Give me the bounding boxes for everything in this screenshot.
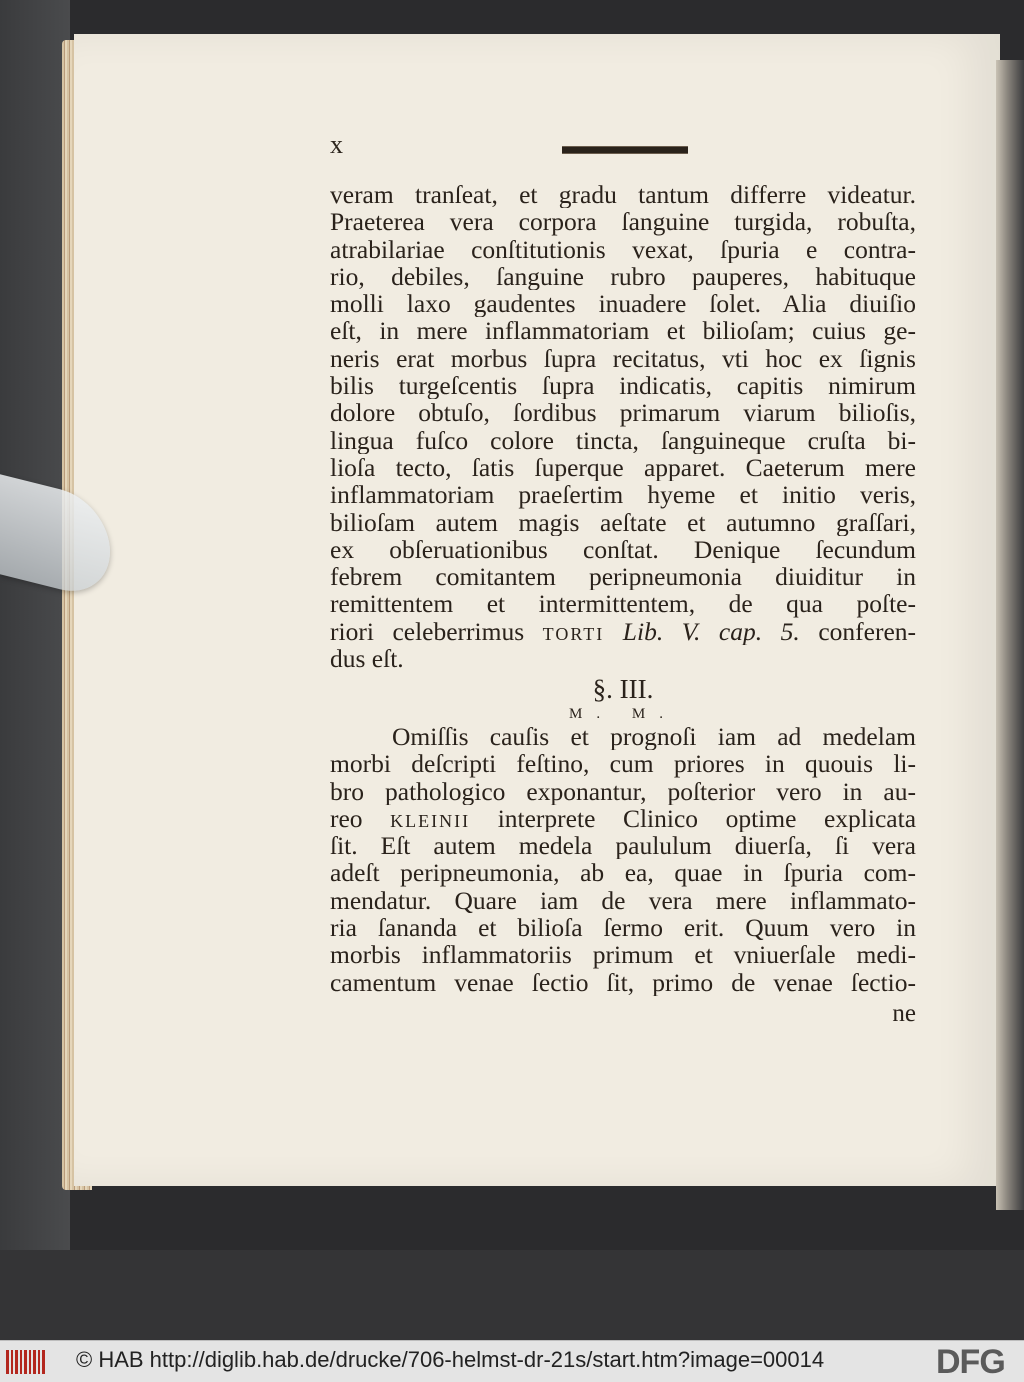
text-line: molli laxo gaudentes inuadere ſolet. Alia diuiſio [330,290,916,318]
text-line: lingua fuſco colore tincta, ſanguineque cruſta bi- [330,426,916,454]
text-fragment: reo [330,804,391,833]
viewer-footer [0,1340,1024,1382]
catchword: ne [892,1000,916,1027]
text-line-torti [330,618,916,645]
text-line: Praeterea vera corpora ſanguine turgida, robuſta, [330,208,916,236]
text-line: eſt, in mere inflammatoriam et bilioſam; cuius ge- [330,317,916,345]
text-fragment: interprete Clinico optime explicata [470,804,916,833]
text-line: inflammatoriam praeſertim hyeme et initio veris, [330,481,916,509]
text-line: mendatur. Quare iam de vera mere inflammato- [330,886,916,915]
text-fragment: conferen- [799,617,916,646]
background-bottom [0,1250,1024,1340]
text-line: veram tranſeat, et gradu tantum differre videatur. [330,181,916,209]
text-line: neris erat morbus ſupra recitatus, vti hoc ex ſignis [330,344,916,373]
text-line: morbi deſcripti feſtino, cum priores in quouis li- [330,750,916,778]
text-line: rio, debiles, ſanguine rubro pauperes, habituque [330,262,916,291]
paragraph-1 [330,181,916,672]
author-name-kleinii: KLEINII [390,810,471,831]
header-rule [562,146,688,154]
hab-barcode-icon [6,1350,46,1374]
text-line: lioſa tecto, ſatis ſuperque apparet. Caeterum mere [330,453,916,482]
page-gutter [996,60,1024,1210]
text-line: ſit. Eſt autem medela paululum diuerſa, ſi vera [330,832,916,860]
text-line: febrem comitantem peripneumonia diuiditur in [330,563,916,591]
dfg-logo: DFG [936,1343,1005,1381]
text-line-kleinii [330,805,916,832]
text-line: bilioſam autem magis aeſtate et autumno graſſari, [330,508,916,536]
text-line: ex obſeruationibus conſtat. Denique ſecundum [330,535,916,564]
text-line: adeſt peripneumonia, ab ea, quae in ſpuria com- [330,859,916,887]
background-left [0,0,70,1340]
citation-reference: Lib. V. cap. 5. [604,617,800,646]
text-line: remittentem et intermittentem, de qua poſte- [330,590,916,618]
text-line: Omiſſis cauſis et prognoſi iam ad medelam [392,723,916,751]
section-subheading: M. M. [569,706,677,722]
section-heading: §. III. [592,674,654,704]
source-url-link[interactable]: © HAB http://diglib.hab.de/drucke/706-helmst-dr-21s/start.htm?image=00014 [76,1347,825,1372]
text-line: camentum venae ſectio ſit, primo de venae ſectio- [330,968,916,996]
author-name-torti: TORTI [542,623,605,644]
text-line: atrabilariae conſtitutionis vexat, ſpuria e contra- [330,235,916,263]
text-line: dus eſt. [330,645,404,673]
text-line: ria ſananda et bilioſa ſermo erit. Quum vero in [330,914,916,942]
paragraph-2 [330,723,916,996]
text-line: morbis inflammatoriis primum et vniuerſale medi- [330,941,916,969]
text-line: bilis turgeſcentis ſupra indicatis, capitis nimirum [330,372,916,400]
page-folio: x [330,130,343,159]
text-line: bro pathologico exponantur, poſterior vero in au- [330,777,916,805]
text-line: dolore obtuſo, ſordibus primarum viarum bilioſis, [330,399,916,427]
text-fragment: riori celeberrimus [330,617,543,646]
